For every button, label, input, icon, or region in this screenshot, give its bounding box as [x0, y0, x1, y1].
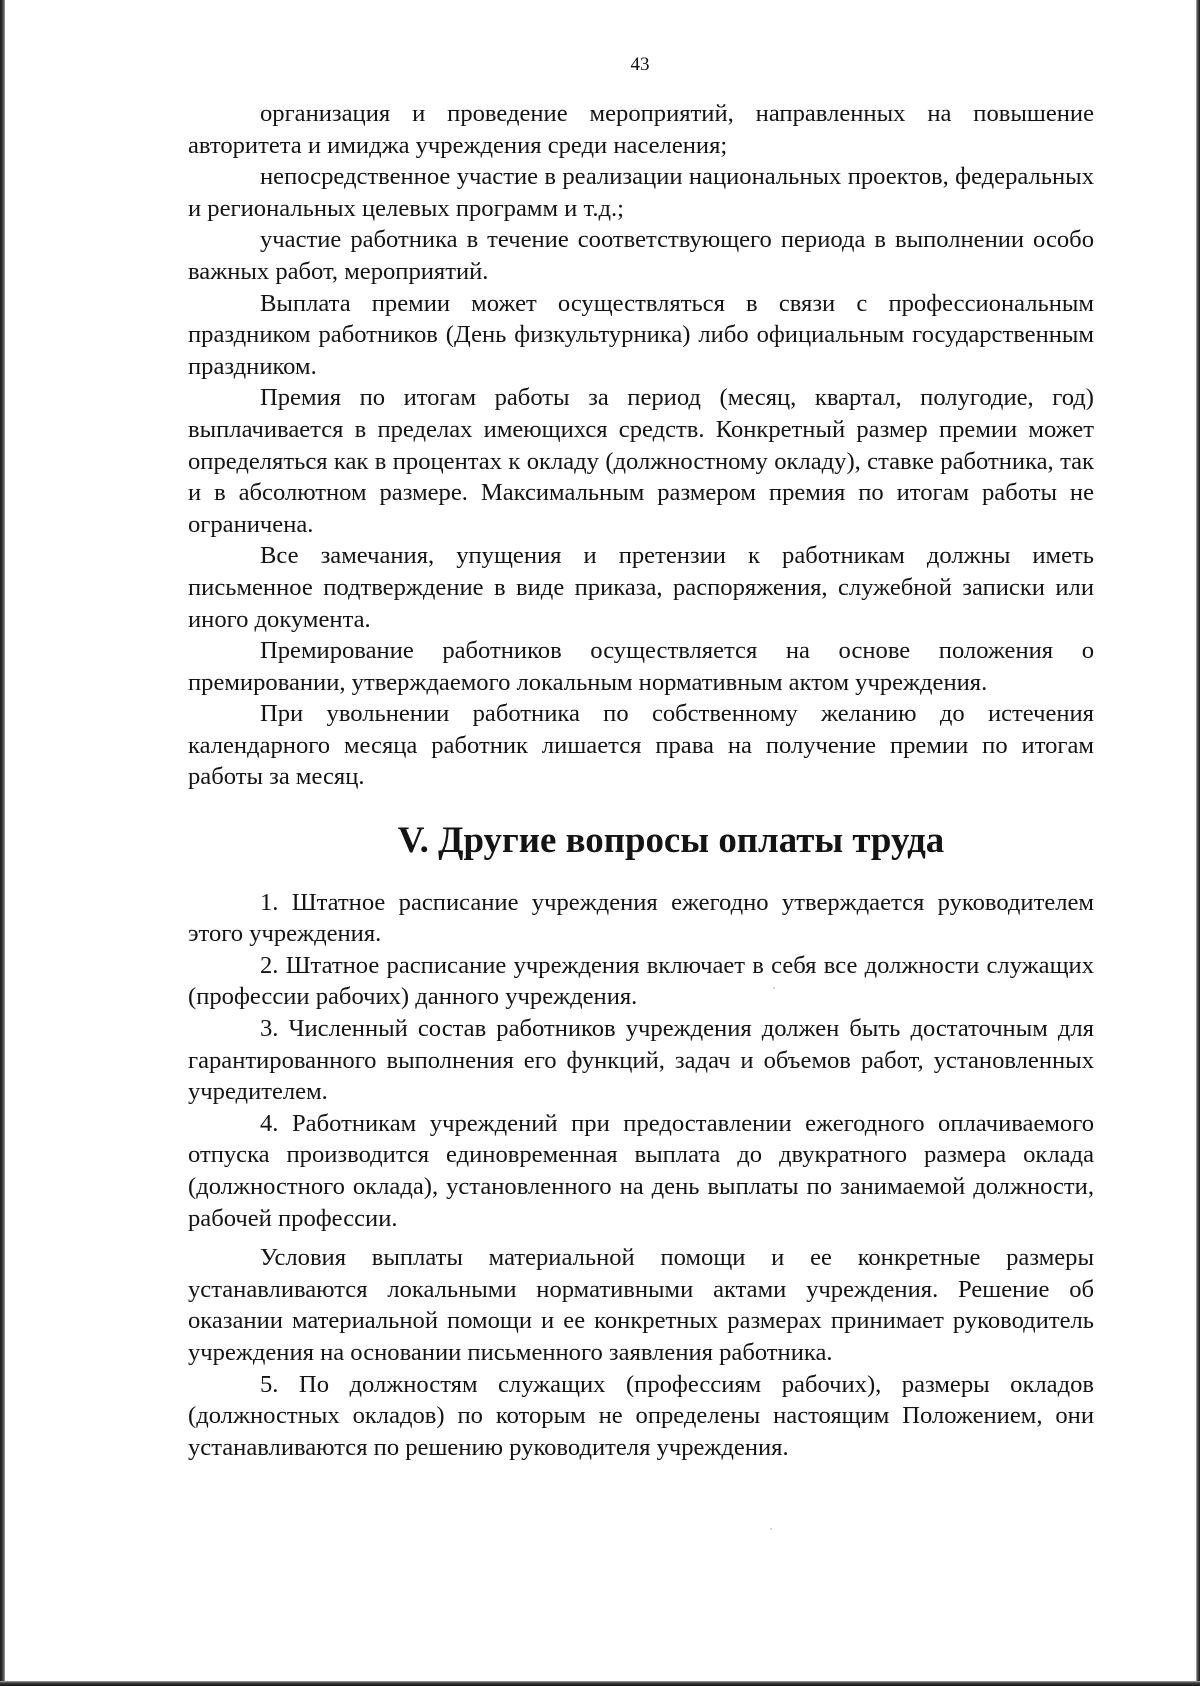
body-paragraph: Выплата премии может осуществляться в связи с профессиональным праздником работников (День физкультурника) либо официальным государственным праздником. [188, 289, 1094, 380]
body-paragraph: Условия выплаты материальной помощи и ее конкретные размеры устанавливаются локальными нормативными актами учреждения. Решение об оказании материальной помощи и ее конкретных размерах принимает руководитель учреждения на основании письменного заявления работника. [188, 1244, 1094, 1366]
numbered-paragraph: 1. Штатное расписание учреждения ежегодно утверждается руководителем этого учреждения. [188, 888, 1094, 948]
page-number: 43 [630, 54, 650, 75]
numbered-paragraph: 5. По должностям служащих (профессиям рабочих), размеры окладов (должностных окладов) по которым не определены настоящим Положением, они устанавливаются по решению руководителя учреждения. [188, 1370, 1094, 1461]
scan-speck [770, 1528, 772, 1530]
section-heading: V. Другие вопросы оплаты труда [397, 819, 945, 861]
scan-edge-bottom [0, 1681, 1200, 1686]
spacer [188, 856, 1094, 887]
body-paragraph: При увольнении работника по собственному желанию до истечения календарного месяца работник лишается права на получение премии по итогам работы за месяц. [188, 700, 1094, 791]
numbered-paragraph: 2. Штатное расписание учреждения включает в себя все должности служащих (профессии рабочих) данного учреждения. [188, 951, 1094, 1011]
body-paragraph: Премия по итогам работы за период (месяц, квартал, полугодие, год) выплачивается в пределах имеющихся средств. Конкретный размер премии может определяться как в процентах к окладу (должностному окладу), ставке работника, так и в абсолютном размере. Максимальным размером премия по итогам работы не ограничена. [188, 384, 1094, 538]
body-paragraph: Премирование работников осуществляется на основе положения о премировании, утверждаемого локальным нормативным актом учреждения. [188, 637, 1094, 696]
scan-edge-left [0, 0, 5, 1686]
document-body [188, 98, 1094, 1463]
numbered-paragraph: 3. Численный состав работников учреждения должен быть достаточным для гарантированного выполнения его функций, задач и объемов работ, установленных учредителем. [188, 1015, 1094, 1106]
body-paragraph: участие работника в течение соответствующего периода в выполнении особо важных работ, мероприятий. [188, 226, 1094, 285]
body-paragraph: организация и проведение мероприятий, направленных на повышение авторитета и имиджа учреждения среди населения; [188, 100, 1094, 159]
numbered-paragraph: 4. Работникам учреждений при предоставлении ежегодного оплачиваемого отпуска производится единовременная выплата до двукратного размера оклада (должностного оклада), установленного на день выплаты по занимаемой должности, рабочей профессии. [188, 1109, 1094, 1232]
scan-edge-right [1196, 0, 1200, 1686]
spacer [188, 1234, 1094, 1242]
body-paragraph: Все замечания, упущения и претензии к работникам должны иметь письменное подтверждение в виде приказа, распоряжения, служебной записки или иного документа. [188, 542, 1094, 633]
body-paragraph: непосредственное участие в реализации национальных проектов, федеральных и региональных целевых программ и т.д.; [188, 163, 1094, 222]
